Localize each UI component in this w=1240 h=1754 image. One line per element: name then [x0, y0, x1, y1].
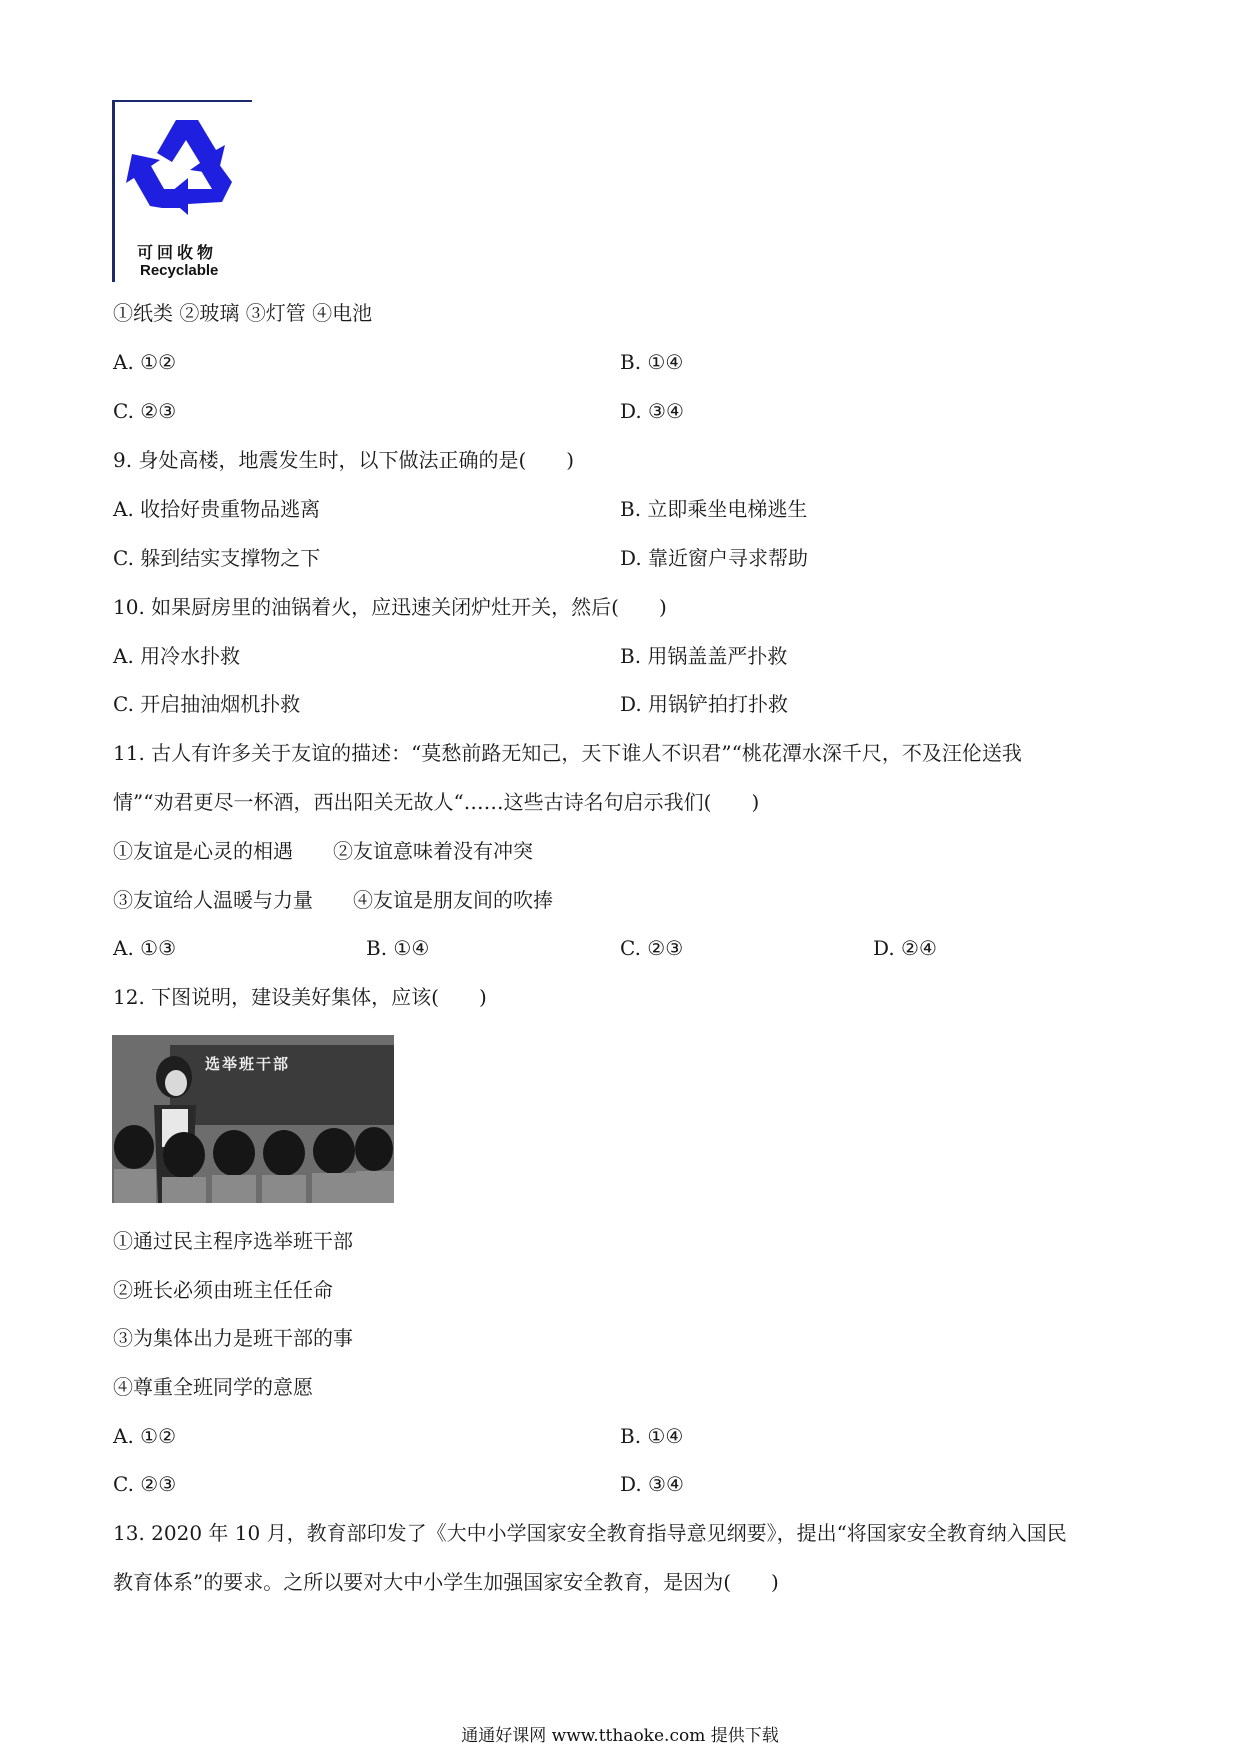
q12-item-1: ①通过民主程序选举班干部 — [113, 1229, 353, 1253]
q12-item-4: ④尊重全班同学的意愿 — [113, 1375, 313, 1399]
q11-option-c: C. ②③ — [620, 936, 684, 960]
q12-item-3: ③为集体出力是班干部的事 — [113, 1326, 353, 1350]
blackboard-text: 选举班干部 — [205, 1055, 291, 1073]
q10-option-b: B. 用锅盖盖严扑救 — [620, 644, 788, 668]
q9-option-d: D. 靠近窗户寻求帮助 — [620, 546, 809, 570]
q12-item-2: ②班长必须由班主任任命 — [113, 1278, 333, 1302]
recycle-icon — [124, 112, 244, 232]
class-election-photo — [112, 1035, 394, 1203]
page-footer: 通通好课网 www.tthaoke.com 提供下载 — [461, 1726, 779, 1746]
q11-option-d: D. ②④ — [873, 936, 937, 960]
teacher-and-students-figures — [112, 1035, 394, 1203]
q11-items-line2: ③友谊给人温暖与力量 ④友谊是朋友间的吹捧 — [113, 888, 553, 912]
q8-option-a: A. ①② — [113, 350, 177, 374]
q11-option-b: B. ①④ — [366, 936, 430, 960]
q11-option-a: A. ①③ — [113, 936, 177, 960]
q10-option-c: C. 开启抽油烟机扑救 — [113, 692, 301, 716]
q13-stem-line2: 教育体系”的要求。之所以要对大中小学生加强国家安全教育，是因为( ) — [113, 1570, 779, 1594]
q10-stem: 10. 如果厨房里的油锅着火，应迅速关闭炉灶开关，然后( ) — [113, 595, 667, 619]
q12-option-b: B. ①④ — [620, 1424, 684, 1448]
q13-stem-line1: 13. 2020 年 10 月，教育部印发了《大中小学国家安全教育指导意见纲要》，提出“将国家安全教育纳入国民 — [113, 1521, 1067, 1545]
q9-option-c: C. 躲到结实支撑物之下 — [113, 546, 321, 570]
q9-option-b: B. 立即乘坐电梯逃生 — [620, 497, 808, 521]
sign-label-chinese: 可回收物 — [137, 243, 218, 262]
q9-stem: 9. 身处高楼，地震发生时，以下做法正确的是( ) — [113, 448, 575, 472]
q11-stem-line2: 情”“劝君更尽一杯酒，西出阳关无故人“……这些古诗名句启示我们( ) — [113, 790, 760, 814]
q12-stem: 12. 下图说明，建设美好集体，应该( ) — [113, 985, 487, 1009]
q12-option-a: A. ①② — [113, 1424, 177, 1448]
q8-option-b: B. ①④ — [620, 350, 684, 374]
q11-stem-line1: 11. 古人有许多关于友谊的描述：“莫愁前路无知己，天下谁人不识君”“桃花潭水深千尺，不及汪伦送我 — [113, 741, 1022, 765]
sign-border-top — [112, 100, 252, 102]
q8-option-c: C. ②③ — [113, 399, 177, 423]
recyclable-sign — [112, 100, 252, 282]
q8-option-d: D. ③④ — [620, 399, 684, 423]
q8-items: ①纸类 ②玻璃 ③灯管 ④电池 — [113, 301, 373, 325]
q11-items-line1: ①友谊是心灵的相遇 ②友谊意味着没有冲突 — [113, 839, 533, 863]
q12-option-c: C. ②③ — [113, 1472, 177, 1496]
q12-option-d: D. ③④ — [620, 1472, 684, 1496]
sign-border-left — [112, 100, 115, 282]
q10-option-d: D. 用锅铲拍打扑救 — [620, 692, 789, 716]
q10-option-a: A. 用冷水扑救 — [113, 644, 241, 668]
sign-label-english: Recyclable — [140, 262, 219, 279]
q9-option-a: A. 收拾好贵重物品逃离 — [113, 497, 321, 521]
